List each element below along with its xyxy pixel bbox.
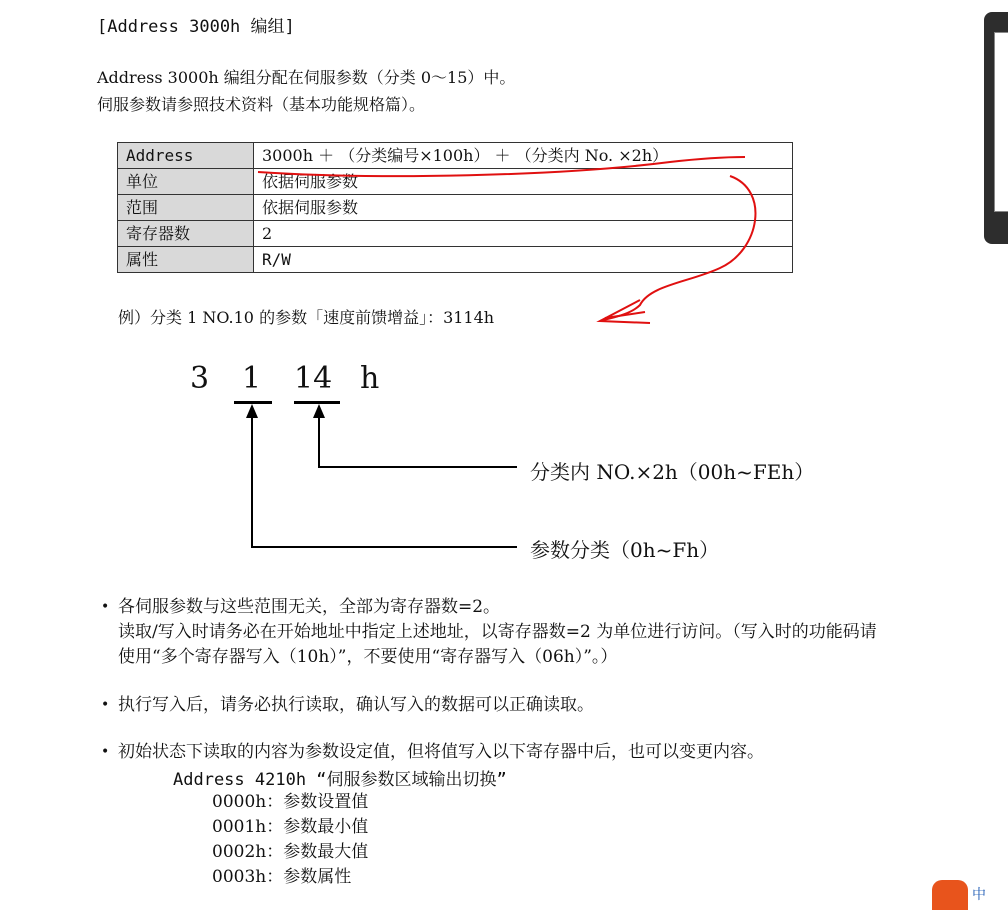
section-title: [Address 3000h 编组] bbox=[97, 17, 295, 37]
digit-1: 1 bbox=[242, 361, 262, 396]
table-value: 2 bbox=[254, 221, 793, 247]
intro-line-2: 伺服参数请参照技术资料（基本功能规格篇）。 bbox=[97, 95, 426, 114]
bullet-line: 执行写入后，请务必执行读取，确认写入的数据可以正确读取。 bbox=[118, 695, 594, 715]
red-underline bbox=[258, 157, 745, 176]
table-key: 单位 bbox=[118, 169, 254, 195]
list-item: 0002h：参数最大值 bbox=[212, 842, 369, 862]
table-key: 寄存器数 bbox=[118, 221, 254, 247]
bullet-line: 初始状态下读取的内容为参数设定值，但将值写入以下寄存器中后，也可以变更内容。 bbox=[118, 742, 764, 762]
intro-line-1: Address 3000h 编组分配在伺服参数（分类 0～15）中。 bbox=[97, 68, 516, 87]
bullet-icon: • bbox=[101, 697, 110, 713]
bullet-line: 读取/写入时请务必在开始地址中指定上述地址，以寄存器数=2 为单位进行访问。（写入时的功能码请 bbox=[118, 622, 877, 642]
connector-horizontal bbox=[318, 466, 517, 468]
list-item: 0003h：参数属性 bbox=[212, 867, 352, 887]
digit-h: h bbox=[360, 361, 380, 396]
side-window-panel bbox=[994, 32, 1008, 212]
table-value: 依据伺服参数 bbox=[254, 169, 793, 195]
bullet-line: 使用“多个寄存器写入（10h）”，不要使用“寄存器写入（06h）”。） bbox=[118, 647, 618, 667]
connector-vertical bbox=[251, 416, 253, 548]
bullet-paragraph-2 bbox=[118, 693, 594, 718]
bullet-icon: • bbox=[101, 599, 110, 615]
register-address: Address 4210h “伺服参数区域输出切换” bbox=[173, 770, 507, 790]
label-number-in-category: 分类内 NO.×2h（00h~FEh） bbox=[530, 460, 815, 484]
bullet-line: 各伺服参数与这些范围无关，全部为寄存器数=2。 bbox=[118, 597, 501, 617]
table-key: Address bbox=[118, 143, 254, 169]
bullet-paragraph-3 bbox=[118, 740, 764, 765]
digit-14: 14 bbox=[294, 361, 333, 396]
label-category: 参数分类（0h~Fh） bbox=[530, 538, 720, 562]
table-key: 属性 bbox=[118, 247, 254, 273]
sub-title bbox=[173, 765, 507, 790]
connector-horizontal bbox=[251, 546, 517, 548]
bullet-paragraph-1 bbox=[118, 595, 877, 670]
digit-3: 3 bbox=[190, 361, 210, 396]
list-item: 0001h：参数最小值 bbox=[212, 817, 369, 837]
table-value: 3000h ＋ （分类编号×100h） ＋ （分类内 No. ×2h） bbox=[254, 143, 793, 169]
corner-logo-text: 中 bbox=[972, 887, 986, 903]
sub-item-list bbox=[212, 790, 368, 890]
side-window-frame[interactable] bbox=[984, 12, 1008, 244]
table-value: R/W bbox=[254, 247, 793, 273]
list-item: 0000h：参数设置值 bbox=[212, 792, 369, 812]
bullet-icon: • bbox=[101, 744, 110, 760]
table-value: 依据伺服参数 bbox=[254, 195, 793, 221]
connector-vertical bbox=[318, 416, 320, 468]
app-logo-icon bbox=[932, 880, 968, 910]
example-line: 例）分类 1 NO.10 的参数「速度前馈增益」：3114h bbox=[118, 308, 495, 327]
red-arrow-curve bbox=[600, 176, 755, 321]
table-key: 范围 bbox=[118, 195, 254, 221]
